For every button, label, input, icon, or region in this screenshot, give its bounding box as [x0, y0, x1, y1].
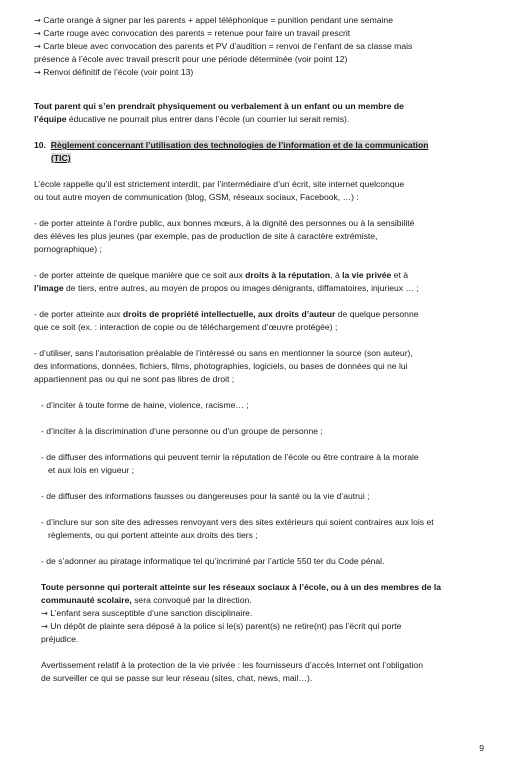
arrow-right-icon: →: [34, 67, 41, 77]
subitem-reputation-school: - de diffuser des informations qui peuvent ternir la réputation de l’école ou être contraire à la morale et aux lois en vigueur ;: [41, 452, 419, 475]
rule-item-ip: - de porter atteinte aux droits de propriété intellectuelle, aux droits d’auteur de quelque personne que ce soit (ex. : interaction de copie ou de téléchargement d’œuvre protégée) ;: [34, 309, 419, 332]
rule-line-red: → Carte rouge avec convocation des parents = retenue pour faire un travail prescrit: [34, 28, 351, 38]
arrow-right-icon: →: [34, 28, 41, 38]
arrow-right-icon: →: [41, 608, 48, 618]
sanction-complaint: → Un dépôt de plainte sera déposé à la police si le(s) parent(s) ne retire(nt) pas l’écrit qui porte préjudice.: [41, 621, 402, 644]
subitem-external-links: - d’inclure sur son site des adresses renvoyant vers des sites extérieurs qui soient contraires aux lois et règlements, ou qui portent atteinte aux droits des tiers ;: [41, 517, 434, 540]
sanction-paragraph: Toute personne qui porterait atteinte sur les réseaux sociaux à l’école, ou à un des membres de la communauté scolaire, sera convoqué par la direction.: [41, 582, 442, 605]
subitem-hate: - d’inciter à toute forme de haine, violence, racisme… ;: [41, 400, 249, 410]
subitem-discrimination: - d’inciter à la discrimination d'une personne ou d'un groupe de personne ;: [41, 426, 323, 436]
page-number: 9: [479, 743, 484, 753]
document-page: [34, 14, 486, 685]
rule-item-public-order: - de porter atteinte à l'ordre public, aux bonnes mœurs, à la dignité des personnes ou à la sensibilité des élèves les plus jeunes (par exemple, pas de production de site à caractère extrémiste, pornographique) ;: [34, 218, 415, 254]
rule-item-authorisation: - d’utiliser, sans l’autorisation préalable de l’intéressé ou sans en mentionner la source (son auteur), des informations, données, fichiers, films, photographies, logiciels, ou bases de données qui ne lui appartiennent pas ou qui ne sont pas libres de droit ;: [34, 348, 413, 384]
privacy-warning: Avertissement relatif à la protection de la vie privée : les fournisseurs d’accès Internet ont l’obligation de surveiller ce qui se passe sur leur réseau (sites, chat, news, mail…).: [41, 660, 423, 683]
arrow-right-icon: →: [41, 621, 48, 631]
section-heading: 10. Règlement concernant l’utilisation des technologies de l’information et de la communication (TIC): [34, 140, 429, 163]
rule-line-orange: → Carte orange à signer par les parents + appel téléphonique = punition pendant une semaine: [34, 15, 393, 25]
rule-line-expulsion: → Renvoi définitif de l’école (voir point 13): [34, 67, 194, 77]
parent-warning: Tout parent qui s’en prendrait physiquement ou verbalement à un enfant ou un membre de l’équipe éducative ne pourrait plus entrer dans l’école (un courrier lui serait remis).: [34, 101, 404, 124]
subitem-piracy: - de s’adonner au piratage informatique tel qu’incriminé par l’article 550 ter du Code pénal.: [41, 556, 385, 566]
subitem-false-info: - de diffuser des informations fausses ou dangereuses pour la santé ou la vie d’autrui ;: [41, 491, 370, 501]
rule-line-blue: → Carte bleue avec convocation des parents et PV d’audition = renvoi de l’enfant de sa classe mais: [34, 41, 413, 51]
sanction-disciplinary: → L’enfant sera susceptible d’une sanction disciplinaire.: [41, 608, 253, 618]
arrow-right-icon: →: [34, 15, 41, 25]
arrow-right-icon: →: [34, 41, 41, 51]
rule-item-reputation: - de porter atteinte de quelque manière que ce soit aux droits à la réputation, à la vie privée et à l’image de tiers, entre autres, au moyen de propos ou images dénigrants, diffamatoires, injurieux … ;: [34, 270, 419, 293]
intro-paragraph: L’école rappelle qu’il est strictement interdit, par l’intermédiaire d’un écrit, site internet quelconque ou tout autre moyen de communication (blog, GSM, réseaux sociaux, Facebook, …) :: [34, 179, 405, 202]
rule-line-blue-cont: présence à l’école avec travail prescrit pour une période déterminée (voir point 12): [34, 54, 348, 64]
